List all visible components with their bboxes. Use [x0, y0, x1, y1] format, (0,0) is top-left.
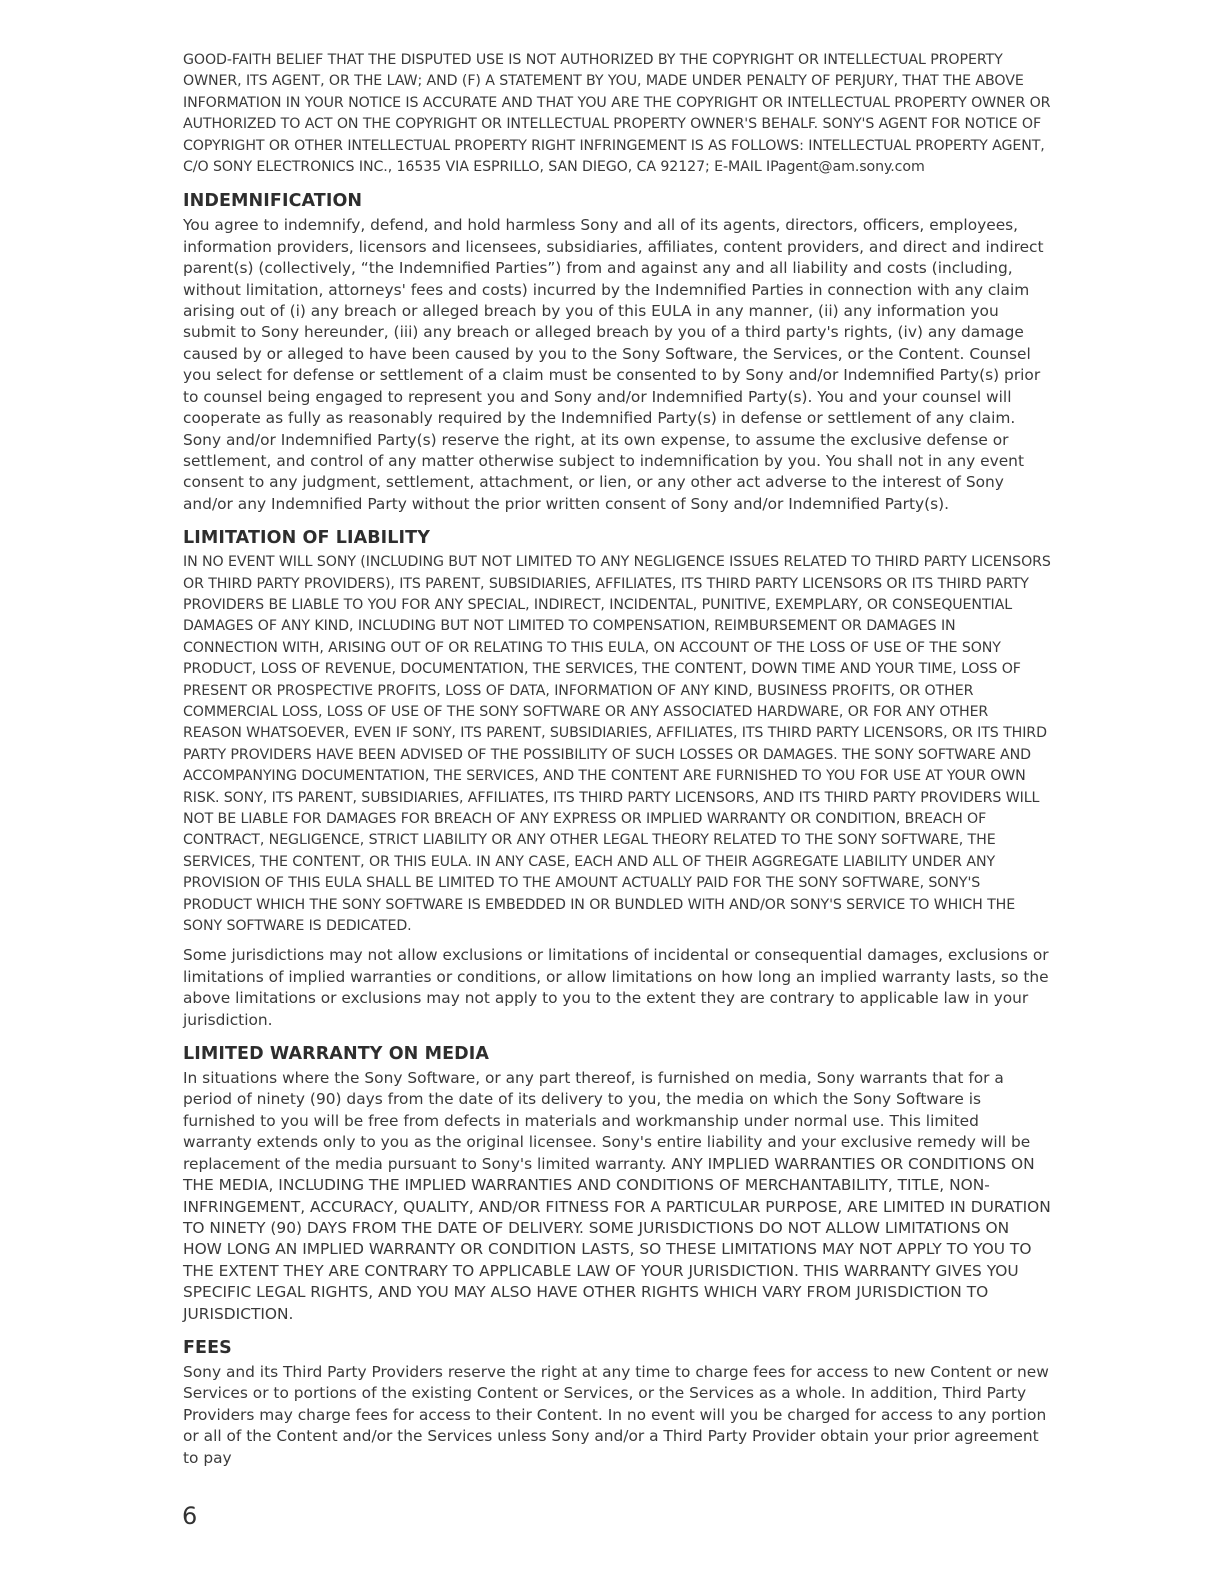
section-fees — [183, 1337, 1051, 1469]
section-paragraph: Some jurisdictions may not allow exclusions or limitations of incidental or consequential damages, exclusions or limitations of implied warranties or conditions, or allow limitations on how long an implied warranty lasts, so the above limitations or exclusions may not apply to you to the extent they are contrary to applicable law in your jurisdiction. — [183, 946, 1049, 1029]
document-page — [183, 50, 1051, 1477]
section-heading: INDEMNIFICATION — [183, 191, 363, 212]
section-limitation-of-liability — [183, 527, 1051, 1031]
section-limited-warranty-on-media — [183, 1043, 1051, 1325]
section-paragraph: You agree to indemnify, defend, and hold harmless Sony and all of its agents, directors, officers, employees, information providers, licensors and licensees, subsidiaries, affiliates, content providers, and direct and indirect parent(s) (collectively, “the Indemnified Parties”) from and against any and all liability and costs (including, without limitation, attorneys' fees and costs) incurred by the Indemnified Parties in connection with any claim arising out of (i) any breach or alleged breach by you of this EULA in any manner, (ii) any information you submit to Sony hereunder, (iii) any breach or alleged breach by you of a third party's rights, (iv) any damage caused by or alleged to have been caused by you to the Sony Software, the Services, or the Content. Counsel you select for defense or settlement of a claim must be consented to by Sony and/or Indemnified Party(s) prior to counsel being engaged to represent you and Sony and/or Indemnified Party(s). You and your counsel will cooperate as fully as reasonably required by the Indemnified Party(s) in defense or settlement of any claim. Sony and/or Indemnified Party(s) reserve the right, at its own expense, to assume the exclusive defense or settlement, and control of any matter otherwise subject to indemnification by you. You shall not in any event consent to any judgment, settlement, attachment, or lien, or any other act adverse to the interest of Sony and/or any Indemnified Party without the prior written consent of Sony and/or Indemnified Party(s). — [183, 216, 1044, 513]
page-number: 6 — [182, 1502, 198, 1530]
section-paragraph: In situations where the Sony Software, or any part thereof, is furnished on media, Sony warrants that for a period of ninety (90) days from the date of its delivery to you, the media on which the Sony Software is furnished to you will be free from defects in materials and workmanship under normal use. This limited warranty extends only to you as the original licensee. Sony's entire liability and your exclusive remedy will be replacement of the media pursuant to Sony's limited warranty. ANY IMPLIED WARRANTIES OR CONDITIONS ON THE MEDIA, INCLUDING THE IMPLIED WARRANTIES AND CONDITIONS OF MERCHANTABILITY, TITLE, NON-INFRINGEMENT, ACCURACY, QUALITY, AND/OR FITNESS FOR A PARTICULAR PURPOSE, ARE LIMITED IN DURATION TO NINETY (90) DAYS FROM THE DATE OF DELIVERY. SOME JURISDICTIONS DO NOT ALLOW LIMITATIONS ON HOW LONG AN IMPLIED WARRANTY OR CONDITION LASTS, SO THESE LIMITATIONS MAY NOT APPLY TO YOU TO THE EXTENT THEY ARE CONTRARY TO APPLICABLE LAW OF YOUR JURISDICTION. THIS WARRANTY GIVES YOU SPECIFIC LEGAL RIGHTS, AND YOU MAY ALSO HAVE OTHER RIGHTS WHICH VARY FROM JURISDICTION TO JURISDICTION. — [183, 1069, 1051, 1323]
section-paragraph: Sony and its Third Party Providers reserve the right at any time to charge fees for access to new Content or new Services or to portions of the existing Content or Services, or the Services as a whole. In addition, Third Party Providers may charge fees for access to their Content. In no event will you be charged for access to any portion or all of the Content and/or the Services unless Sony and/or a Third Party Provider obtain your prior agreement to pay — [183, 1362, 1049, 1467]
section-heading: FEES — [183, 1337, 232, 1358]
section-heading: LIMITED WARRANTY ON MEDIA — [183, 1044, 490, 1065]
section-paragraph: IN NO EVENT WILL SONY (INCLUDING BUT NOT LIMITED TO ANY NEGLIGENCE ISSUES RELATED TO THIRD PARTY LICENSORS OR THIRD PARTY PROVIDERS), ITS PARENT, SUBSIDIARIES, AFFILIATES, ITS THIRD PARTY LICENSORS OR ITS THIRD PARTY PROVIDERS BE LIABLE TO YOU FOR ANY SPECIAL, INDIRECT, INCIDENTAL, PUNITIVE, EXEMPLARY, OR CONSEQUENTIAL DAMAGES OF ANY KIND, INCLUDING BUT NOT LIMITED TO COMPENSATION, REIMBURSEMENT OR DAMAGES IN CONNECTION WITH, ARISING OUT OF OR RELATING TO THIS EULA, ON ACCOUNT OF THE LOSS OF USE OF THE SONY PRODUCT, LOSS OF REVENUE, DOCUMENTATION, THE SERVICES, THE CONTENT, DOWN TIME AND YOUR TIME, LOSS OF PRESENT OR PROSPECTIVE PROFITS, LOSS OF DATA, INFORMATION OF ANY KIND, BUSINESS PROFITS, OR OTHER COMMERCIAL LOSS, LOSS OF USE OF THE SONY SOFTWARE OR ANY ASSOCIATED HARDWARE, OR FOR ANY OTHER REASON WHATSOEVER, EVEN IF SONY, ITS PARENT, SUBSIDIARIES, AFFILIATES, ITS THIRD PARTY LICENSORS, OR ITS THIRD PARTY PROVIDERS HAVE BEEN ADVISED OF THE POSSIBILITY OF SUCH LOSSES OR DAMAGES. THE SONY SOFTWARE AND ACCOMPANYING DOCUMENTATION, THE SERVICES, AND THE CONTENT ARE FURNISHED TO YOU FOR USE AT YOUR OWN RISK. SONY, ITS PARENT, SUBSIDIARIES, AFFILIATES, ITS THIRD PARTY LICENSORS, AND ITS THIRD PARTY PROVIDERS WILL NOT BE LIABLE FOR DAMAGES FOR BREACH OF ANY EXPRESS OR IMPLIED WARRANTY OR CONDITION, BREACH OF CONTRACT, NEGLIGENCE, STRICT LIABILITY OR ANY OTHER LEGAL THEORY RELATED TO THE SONY SOFTWARE, THE SERVICES, THE CONTENT, OR THIS EULA. IN ANY CASE, EACH AND ALL OF THEIR AGGREGATE LIABILITY UNDER ANY PROVISION OF THIS EULA SHALL BE LIMITED TO THE AMOUNT ACTUALLY PAID FOR THE SONY SOFTWARE, SONY'S PRODUCT WHICH THE SONY SOFTWARE IS EMBEDDED IN OR BUNDLED WITH AND/OR SONY'S SERVICE TO WHICH THE SONY SOFTWARE IS DEDICATED. — [183, 554, 1051, 935]
section-heading: LIMITATION OF LIABILITY — [183, 528, 430, 549]
intro-paragraph: GOOD-FAITH BELIEF THAT THE DISPUTED USE IS NOT AUTHORIZED BY THE COPYRIGHT OR INTELLECTUAL PROPERTY OWNER, ITS AGENT, OR THE LAW; AND (F) A STATEMENT BY YOU, MADE UNDER PENALTY OF PERJURY, THAT THE ABOVE INFORMATION IN YOUR NOTICE IS ACCURATE AND THAT YOU ARE THE COPYRIGHT OR INTELLECTUAL PROPERTY OWNER OR AUTHORIZED TO ACT ON THE COPYRIGHT OR INTELLECTUAL PROPERTY OWNER'S BEHALF. SONY'S AGENT FOR NOTICE OF COPYRIGHT OR OTHER INTELLECTUAL PROPERTY RIGHT INFRINGEMENT IS AS FOLLOWS: INTELLECTUAL PROPERTY AGENT, C/O SONY ELECTRONICS INC., 16535 VIA ESPRILLO, SAN DIEGO, CA 92127; E-MAIL IPagent@am.sony.com — [183, 52, 1051, 176]
section-indemnification — [183, 190, 1051, 515]
